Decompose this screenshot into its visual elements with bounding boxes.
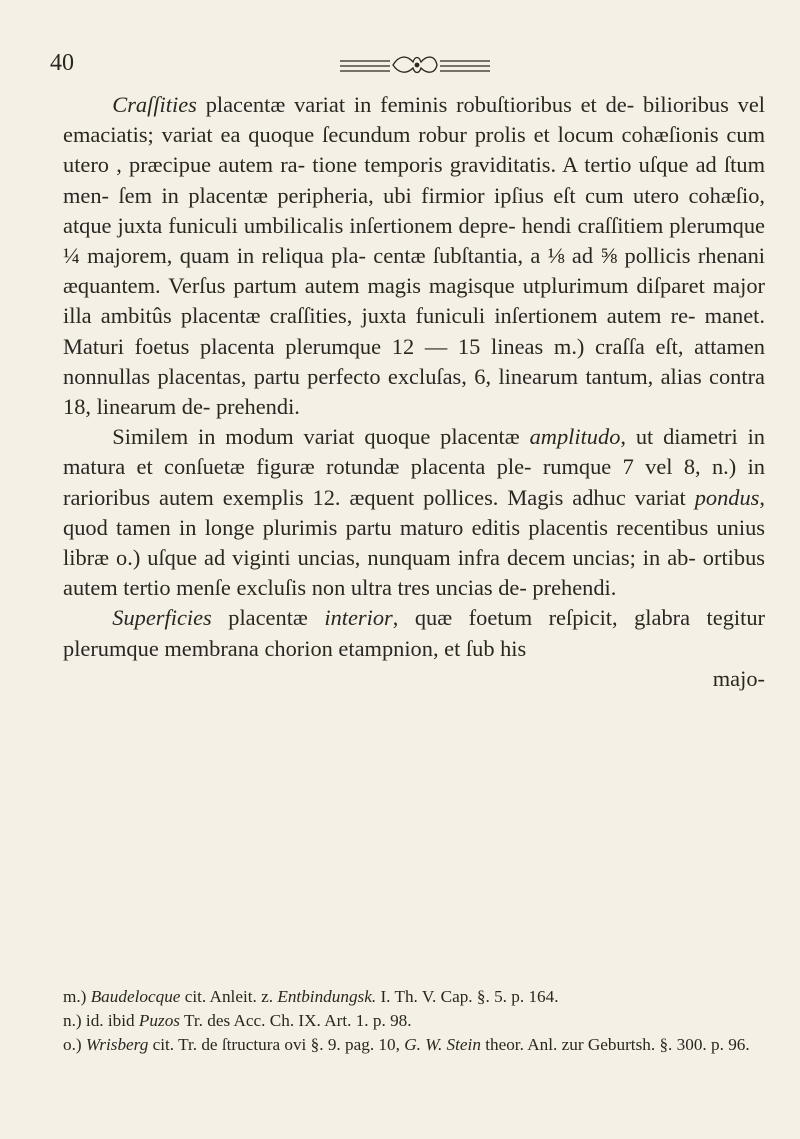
paragraph-text: , quod tamen in longe plurimis partu maturo editis placentis recentibus unius libræ o.) uſque ad viginti uncias, nunquam infra decem uncias; in ab- ortibus autem tertio menſe excluſis non ultra tres uncias de- prehendi. xyxy=(63,484,765,601)
catchword: majo- xyxy=(712,665,765,691)
note-author: Baudelocque xyxy=(90,987,181,1006)
note-author: Wrisberg xyxy=(85,1035,149,1054)
note-title: Puzos xyxy=(138,1011,180,1030)
term-pondus: pondus xyxy=(694,484,760,510)
body-text xyxy=(63,90,765,694)
paragraph-text: placentæ variat in feminis robuſtioribus et de- bilioribus vel emaciatis; variat ea quoque ſecundum robur prolis et locum cohæſionis cum utero , præcipue autem ra- tione temporis graviditatis. A tertio uſque ad ſtum men- ſem in placentæ peripheria, ubi firmior ipſius eſt cum utero cohæſio, atque juxta funiculi umbilicalis inſertionem depre- hendi craſſitiem plerumque ¼ majorem, quam in reliqua pla- centæ ſubſtantia, a ⅛ ad ⅝ pollicis rhenani æquantem. Verſus partum autem magis magisque utplurimum diſparet major illa ambitûs placentæ craſſities, juxta funiculi inſertionem autem re- manet. Maturi foetus placenta plerumque 12 — 15 lineas m.) craſſa eſt, attamen nonnullas placentas, partu perfecto excluſas, 6, linearum tantum, alias contra 18, linearum de- prehendi. xyxy=(63,92,765,420)
note-title: Entbindungsk. xyxy=(277,987,377,1006)
footnote-m: m.) Baudelocque cit. Anleit. z. Entbindungsk. I. Th. V. Cap. §. 5. p. 164. xyxy=(63,987,559,1006)
paragraph-text: Similem in modum variat quoque placentæ xyxy=(112,424,530,450)
term-superficies: Superficies xyxy=(112,605,212,631)
footnotes xyxy=(63,985,765,1057)
paragraph-amplitudo xyxy=(63,422,765,603)
note-title: G. W. Stein xyxy=(404,1035,481,1054)
page-number: 40 xyxy=(50,50,74,76)
term-amplitudo: amplitudo xyxy=(529,424,621,450)
footnote-n: n.) id. ibid Puzos Tr. des Acc. Ch. IX. Art. 1. p. 98. xyxy=(63,1011,412,1030)
footnote-o: o.) Wrisberg cit. Tr. de ſtructura ovi §. 9. pag. 10, G. W. Stein theor. Anl. zur Geburtsh. §. 300. p. 96. xyxy=(63,1035,750,1054)
paragraph-crassities xyxy=(63,90,765,422)
paragraph-text: , quæ foetum reſpicit, glabra tegitur plerumque membrana chorion etampnion, et ſub his xyxy=(63,605,765,661)
paragraph-text: , ut diametri in matura et conſuetæ figuræ rotundæ placenta ple- rumque 7 vel 8, n.) in rarioribus autem exemplis 12. æquent pollices. Magis adhuc variat xyxy=(63,424,765,510)
paragraph-text: placentæ xyxy=(211,605,325,631)
term-interior: interior xyxy=(324,605,393,631)
term-crassities: Craſſities xyxy=(112,92,197,117)
header-ornament xyxy=(335,50,495,80)
paragraph-superficies xyxy=(63,603,765,663)
